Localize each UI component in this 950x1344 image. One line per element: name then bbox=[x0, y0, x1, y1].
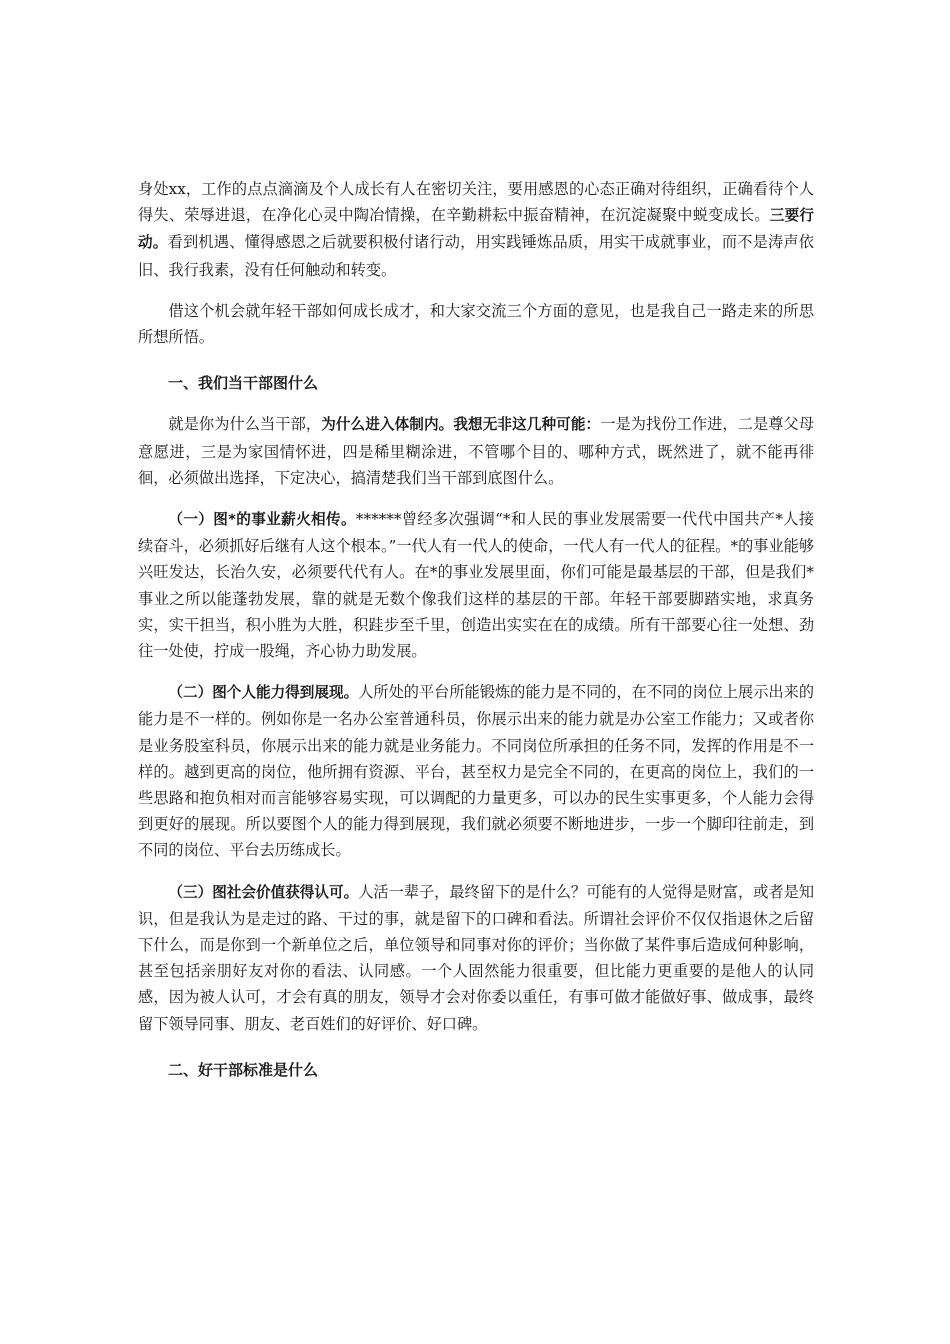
subheading-3: （三）图社会价值获得认可。 bbox=[168, 883, 359, 901]
paragraph-4 bbox=[138, 506, 814, 664]
paragraph-text: 人活一辈子，最终留下的是什么？可能有的人觉得是财富，或者是知识，但是我认为是走过的路、干过的事，就是留下的口碑和看法。所谓社会评价不仅仅指退休之后留下什么，而是你到一个新单位之后，单位领导和同事对你的评价；当你做了某件事后造成何种影响，甚至包括亲朋好友对你的看法、认同感。一个人固然能力很重要，但比能力更重要的是他人的认同感，因为被人认可，才会有真的朋友，领导才会对你委以重任，有事可做才能做好事、做成事，最终留下领导同事、朋友、老百姓们的好评价、好口碑。 bbox=[138, 882, 815, 1033]
paragraph-text: 就是你为什么当干部， bbox=[168, 415, 322, 434]
paragraph-text: ******曾经多次强调“*和人民的事业发展需要一代代中国共产*人接续奋斗，必须抓好后继有人这个根本。”一代人有一代人的使命，一代人有一代人的征程。*的事业能够兴旺发达，长治久安，必须要代代有人。在*的事业发展里面，你们可能是最基层的干部，但是我们*事业之所以能蓬勃发展，靠的就是无数个像我们这样的基层的干部。年轻干部要脚踏实地，求真务实，实干担当，积小胜为大胜，积跬步至千里，创造出实实在在的成绩。所有干部要心往一处想、劲往一处使，拧成一股绳，齐心协力助发展。 bbox=[138, 510, 815, 661]
subheading-1: （一）图*的事业薪火相传。 bbox=[168, 511, 356, 529]
paragraph-6 bbox=[138, 879, 814, 1037]
paragraph-5 bbox=[138, 679, 814, 863]
bold-phrase: 三要行动。 bbox=[138, 207, 814, 252]
section-heading-2: 二、好干部标准是什么 bbox=[168, 1060, 319, 1079]
paragraph-text: 一是为找份工作进，二是尊父母意愿进，三是为家国情怀进，四是稀里糊涂进，不管哪个目的、哪种方式，既然进了，就不能再徘徊，必须做出选择，下定决心，搞清楚我们当干部到底图什么。 bbox=[138, 415, 815, 487]
bold-phrase: 为什么进入体制内。我想无非这几种可能： bbox=[321, 416, 601, 434]
paragraph-text: 人所处的平台所能锻炼的能力是不同的，在不同的岗位上展示出来的能力是不一样的。例如你是一名办公室普通科员，你展示出来的能力就是办公室工作能力；又或者你是业务股室科员，你展示出来的能力就是业务能力。不同岗位所承担的任务不同，发挥的作用是不一样的。越到更高的岗位，他所拥有资源、平台，甚至权力是完全不同的，在更高的岗位上，我们的一些思路和抱负相对而言能够容易实现，可以调配的力量更多，可以办的民生实事更多，个人能力会得到更好的展现。所以要图个人的能力得到展现，我们就必须要不断地进步，一步一个脚印往前走，到不同的岗位、平台去历练成长。 bbox=[138, 683, 815, 860]
paragraph-text: 身处xx，工作的点点滴滴及个人成长有人在密切关注，要用感恩的心态正确对待组织，正确看待个人得失、荣辱进退，在净化心灵中陶冶情操，在辛勤耕耘中振奋精神，在沉淀凝聚中蜕变成长。 bbox=[138, 180, 814, 225]
paragraph-2: 借这个机会就年轻干部如何成长成才，和大家交流三个方面的意见，也是我自己一路走来的所思所想所悟。 bbox=[138, 301, 814, 347]
paragraph-text: 看到机遇、懂得感恩之后就要积极付诸行动，用实践锤炼品质，用实干成就事业，而不是涛声依旧、我行我素，没有任何触动和转变。 bbox=[138, 233, 814, 279]
document-body bbox=[138, 176, 814, 1083]
paragraph-3 bbox=[138, 411, 814, 491]
subheading-2: （二）图个人能力得到展现。 bbox=[168, 684, 359, 702]
section-heading-1: 一、我们当干部图什么 bbox=[168, 374, 319, 393]
paragraph-intro bbox=[138, 176, 814, 283]
